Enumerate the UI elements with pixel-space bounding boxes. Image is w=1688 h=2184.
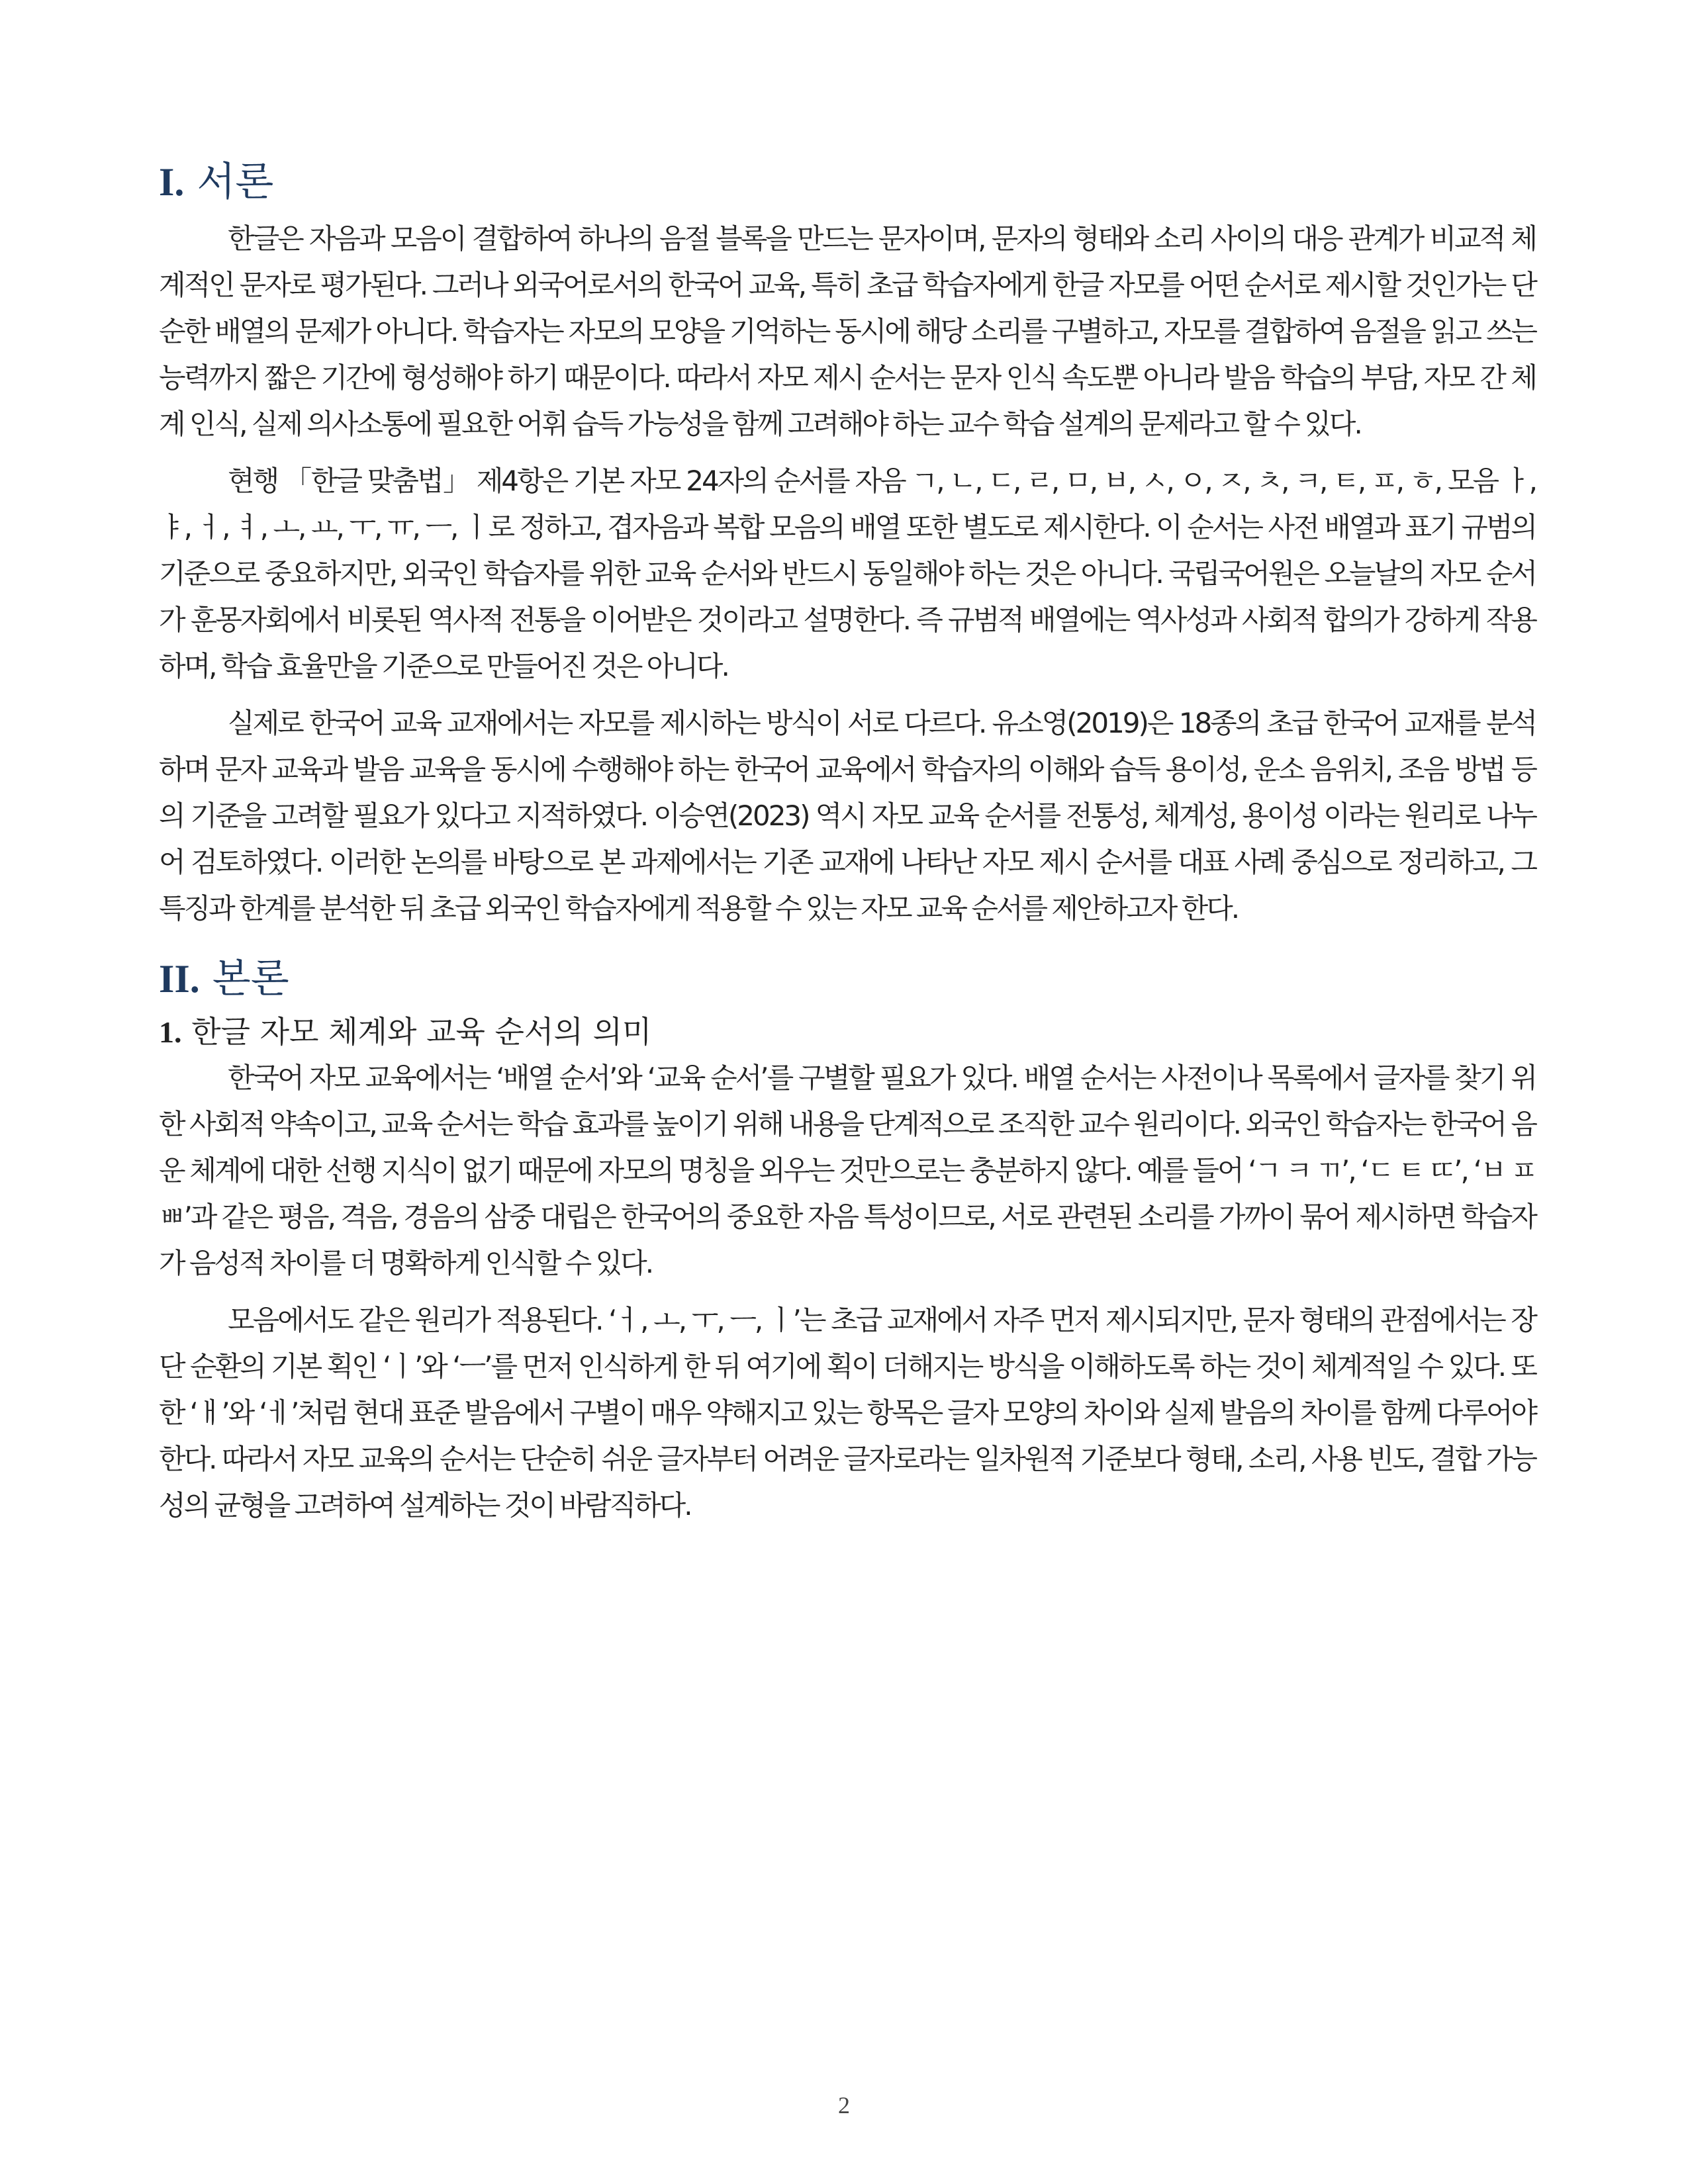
section-number: II. bbox=[159, 957, 200, 1001]
body-paragraph: 실제로 한국어 교육 교재에서는 자모를 제시하는 방식이 서로 다르다. 유소영(2019)은 18종의 초급 한국어 교재를 분석하며 문자 교육과 발음 교육을 동시에 수행해야 하는 한국어 교육에서 학습자의 이해와 습득 용이성, 운소 음위치, 조음 방법 등의 기준을 고려할 필요가 있다고 지적하였다. 이승연(2023) 역시 자모 교육 순서를 전통성, 체계성, 용이성 이라는 원리로 나누어 검토하였다. 이러한 논의를 바탕으로 본 과제에서는 기존 교재에 나타난 자모 제시 순서를 대표 사례 중심으로 정리하고, 그 특징과 한계를 분석한 뒤 초급 외국인 학습자에게 적용할 수 있는 자모 교육 순서를 제안하고자 한다. bbox=[159, 707, 1536, 925]
body-paragraph: 현행 「한글 맞춤법」 제4항은 기본 자모 24자의 순서를 자음 ㄱ, ㄴ, ㄷ, ㄹ, ㅁ, ㅂ, ㅅ, ㅇ, ㅈ, ㅊ, ㅋ, ㅌ, ㅍ, ㅎ, 모음 ㅏ, ㅑ, ㅓ, ㅕ, ㅗ, ㅛ, ㅜ, ㅠ, ㅡ, ㅣ로 정하고, 겹자음과 복합 모음의 배열 또한 별도로 제시한다. 이 순서는 사전 배열과 표기 규범의 기준으로 중요하지만, 외국인 학습자를 위한 교육 순서와 반드시 동일해야 하는 것은 아니다. 국립국어원은 오늘날의 자모 순서가 훈몽자회에서 비롯된 역사적 전통을 이어받은 것이라고 설명한다. 즉 규범적 배열에는 역사성과 사회적 합의가 강하게 작용하며, 학습 효율만을 기준으로 만들어진 것은 아니다. bbox=[159, 465, 1536, 682]
document-page bbox=[159, 152, 1536, 1529]
subsection-title: 한글 자모 체계와 교육 순서의 의미 bbox=[191, 1014, 652, 1050]
subsection-number: 1. bbox=[159, 1015, 182, 1049]
body-paragraph: 모음에서도 같은 원리가 적용된다. ‘ㅓ, ㅗ, ㅜ, ㅡ, ㅣ’는 초급 교재에서 자주 먼저 제시되지만, 문자 형태의 관점에서는 장단 순환의 기본 획인 ‘ㅣ’와 ‘ㅡ’를 먼저 인식하게 한 뒤 여기에 획이 더해지는 방식을 이해하도록 하는 것이 체계적일 수 있다. 또한 ‘ㅐ’와 ‘ㅔ’처럼 현대 표준 발음에서 구별이 매우 약해지고 있는 항목은 글자 모양의 차이와 실제 발음의 차이를 함께 다루어야 한다. 따라서 자모 교육의 순서는 단순히 쉬운 글자부터 어려운 글자로라는 일차원적 기준보다 형태, 소리, 사용 빈도, 결합 가능성의 균형을 고려하여 설계하는 것이 바람직하다. bbox=[159, 1304, 1536, 1522]
page-number: 2 bbox=[838, 2092, 850, 2118]
section-title: 본론 bbox=[212, 956, 289, 1002]
body-paragraph: 한국어 자모 교육에서는 ‘배열 순서’와 ‘교육 순서’를 구별할 필요가 있다. 배열 순서는 사전이나 목록에서 글자를 찾기 위한 사회적 약속이고, 교육 순서는 학습 효과를 높이기 위해 내용을 단계적으로 조직한 교수 원리이다. 외국인 학습자는 한국어 음운 체계에 대한 선행 지식이 없기 때문에 자모의 명칭을 외우는 것만으로는 충분하지 않다. 예를 들어 ‘ㄱ ㅋ ㄲ’, ‘ㄷ ㅌ ㄸ’, ‘ㅂ ㅍ ㅃ’과 같은 평음, 격음, 경음의 삼중 대립은 한국어의 중요한 자음 특성이므로, 서로 관련된 소리를 가까이 묶어 제시하면 학습자가 음성적 차이를 더 명확하게 인식할 수 있다. bbox=[159, 1062, 1536, 1279]
section-heading-intro bbox=[159, 152, 1536, 212]
body-paragraph: 한글은 자음과 모음이 결합하여 하나의 음절 블록을 만드는 문자이며, 문자의 형태와 소리 사이의 대응 관계가 비교적 체계적인 문자로 평가된다. 그러나 외국어로서의 한국어 교육, 특히 초급 학습자에게 한글 자모를 어떤 순서로 제시할 것인가는 단순한 배열의 문제가 아니다. 학습자는 자모의 모양을 기억하는 동시에 해당 소리를 구별하고, 자모를 결합하여 음절을 읽고 쓰는 능력까지 짧은 기간에 형성해야 하기 때문이다. 따라서 자모 제시 순서는 문자 인식 속도뿐 아니라 발음 학습의 부담, 자모 간 체계 인식, 실제 의사소통에 필요한 어휘 습득 가능성을 함께 고려해야 하는 교수 학습 설계의 문제라고 할 수 있다. bbox=[159, 222, 1536, 440]
section-number: I. bbox=[159, 160, 185, 204]
section-heading-body bbox=[159, 949, 1536, 1009]
subsection-heading bbox=[159, 1009, 1536, 1055]
section-title: 서론 bbox=[197, 159, 274, 205]
